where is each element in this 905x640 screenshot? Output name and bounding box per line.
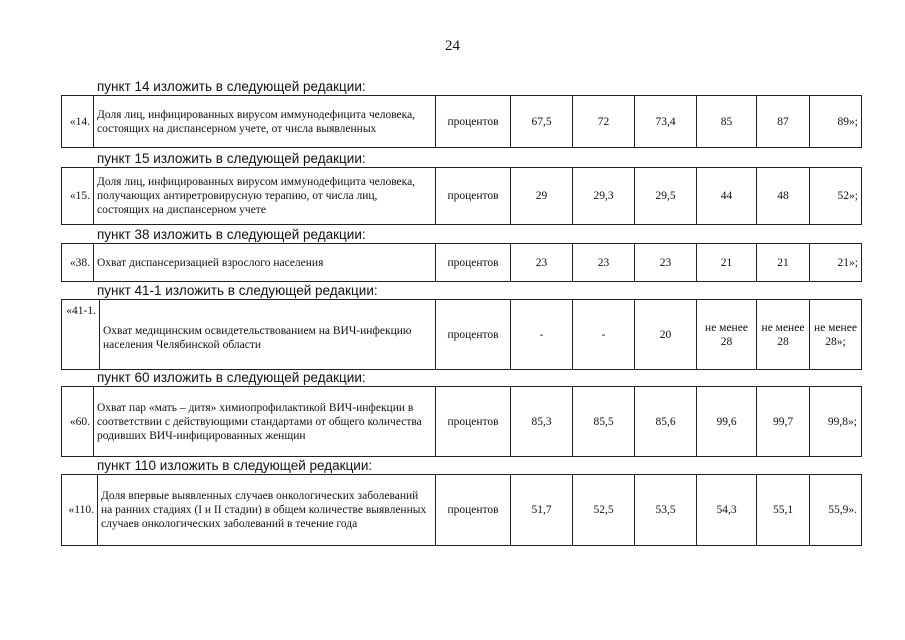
item-number: «38. xyxy=(62,244,94,282)
section-38 xyxy=(61,227,861,282)
indicator-table xyxy=(61,299,862,370)
section-heading: пункт 60 изложить в следующей редакции: xyxy=(97,370,366,385)
item-number: «15. xyxy=(62,168,94,225)
page-number: 24 xyxy=(445,38,460,54)
section-14 xyxy=(61,79,861,148)
value-cell: 53,5 xyxy=(635,475,697,546)
indicator-description: Охват диспансеризацией взрослого населения xyxy=(94,244,436,282)
value-cell: 89»; xyxy=(810,96,862,148)
unit-cell: процентов xyxy=(436,96,511,148)
section-heading: пункт 38 изложить в следующей редакции: xyxy=(97,227,366,242)
item-number: «60. xyxy=(62,387,94,457)
indicator-table xyxy=(61,243,862,282)
value-cell: 55,1 xyxy=(757,475,810,546)
value-cell: не менее 28 xyxy=(757,300,810,370)
item-number: «41-1. xyxy=(62,300,100,370)
value-cell: 85 xyxy=(697,96,757,148)
value-cell: 29 xyxy=(511,168,573,225)
unit-cell: процентов xyxy=(436,244,511,282)
value-cell: 99,7 xyxy=(757,387,810,457)
item-number: «14. xyxy=(62,96,94,148)
indicator-description: Доля лиц, инфицированных вирусом иммунодефицита человека, состоящих на диспансерном учете, от числа выявленных xyxy=(94,96,436,148)
section-60 xyxy=(61,370,861,457)
value-cell: 85,6 xyxy=(635,387,697,457)
indicator-table xyxy=(61,95,862,148)
value-cell: не менее 28 xyxy=(697,300,757,370)
value-cell: 44 xyxy=(697,168,757,225)
section-heading: пункт 15 изложить в следующей редакции: xyxy=(97,151,366,166)
item-number: «110. xyxy=(62,475,98,546)
table-row xyxy=(62,168,862,225)
table-row xyxy=(62,387,862,457)
value-cell: 55,9». xyxy=(810,475,862,546)
value-cell: 87 xyxy=(757,96,810,148)
indicator-table xyxy=(61,386,862,457)
value-cell: 23 xyxy=(511,244,573,282)
value-cell: 20 xyxy=(635,300,697,370)
section-110 xyxy=(61,458,861,546)
value-cell: - xyxy=(573,300,635,370)
table-row xyxy=(62,96,862,148)
value-cell: 21 xyxy=(697,244,757,282)
unit-cell: процентов xyxy=(436,168,511,225)
value-cell: 99,8»; xyxy=(810,387,862,457)
value-cell: 23 xyxy=(573,244,635,282)
unit-cell: процентов xyxy=(436,387,511,457)
section-heading: пункт 110 изложить в следующей редакции: xyxy=(97,458,373,473)
section-41-1 xyxy=(61,283,861,370)
value-cell: 54,3 xyxy=(697,475,757,546)
value-cell: 73,4 xyxy=(635,96,697,148)
indicator-description: Доля впервые выявленных случаев онкологических заболеваний на ранних стадиях (I и II стадии) в общем количестве выявленных случаев онкологических заболеваний в течение года xyxy=(98,475,436,546)
value-cell: 48 xyxy=(757,168,810,225)
value-cell: 29,3 xyxy=(573,168,635,225)
value-cell: 51,7 xyxy=(511,475,573,546)
value-cell: 21»; xyxy=(810,244,862,282)
table-row xyxy=(62,475,862,546)
value-cell: 21 xyxy=(757,244,810,282)
value-cell: 85,3 xyxy=(511,387,573,457)
section-heading: пункт 14 изложить в следующей редакции: xyxy=(97,79,366,94)
value-cell: - xyxy=(511,300,573,370)
table-row xyxy=(62,244,862,282)
value-cell: 29,5 xyxy=(635,168,697,225)
indicator-table xyxy=(61,167,862,225)
unit-cell: процентов xyxy=(436,300,511,370)
indicator-description: Охват медицинским освидетельствованием на ВИЧ-инфекцию населения Челябинской области xyxy=(100,300,436,370)
unit-cell: процентов xyxy=(436,475,511,546)
value-cell: 99,6 xyxy=(697,387,757,457)
section-15 xyxy=(61,151,861,225)
section-heading: пункт 41-1 изложить в следующей редакции: xyxy=(97,283,378,298)
indicator-table xyxy=(61,474,862,546)
indicator-description: Доля лиц, инфицированных вирусом иммунодефицита человека, получающих антиретровирусную терапию, от числа лиц, состоящих на диспансерном учете xyxy=(94,168,436,225)
value-cell: 52»; xyxy=(810,168,862,225)
value-cell: 52,5 xyxy=(573,475,635,546)
table-row xyxy=(62,300,862,370)
value-cell: 67,5 xyxy=(511,96,573,148)
value-cell: не менее 28»; xyxy=(810,300,862,370)
value-cell: 72 xyxy=(573,96,635,148)
value-cell: 85,5 xyxy=(573,387,635,457)
indicator-description: Охват пар «мать – дитя» химиопрофилактикой ВИЧ-инфекции в соответствии с действующими стандартами от общего количества родивших ВИЧ-инфицированных женщин xyxy=(94,387,436,457)
value-cell: 23 xyxy=(635,244,697,282)
